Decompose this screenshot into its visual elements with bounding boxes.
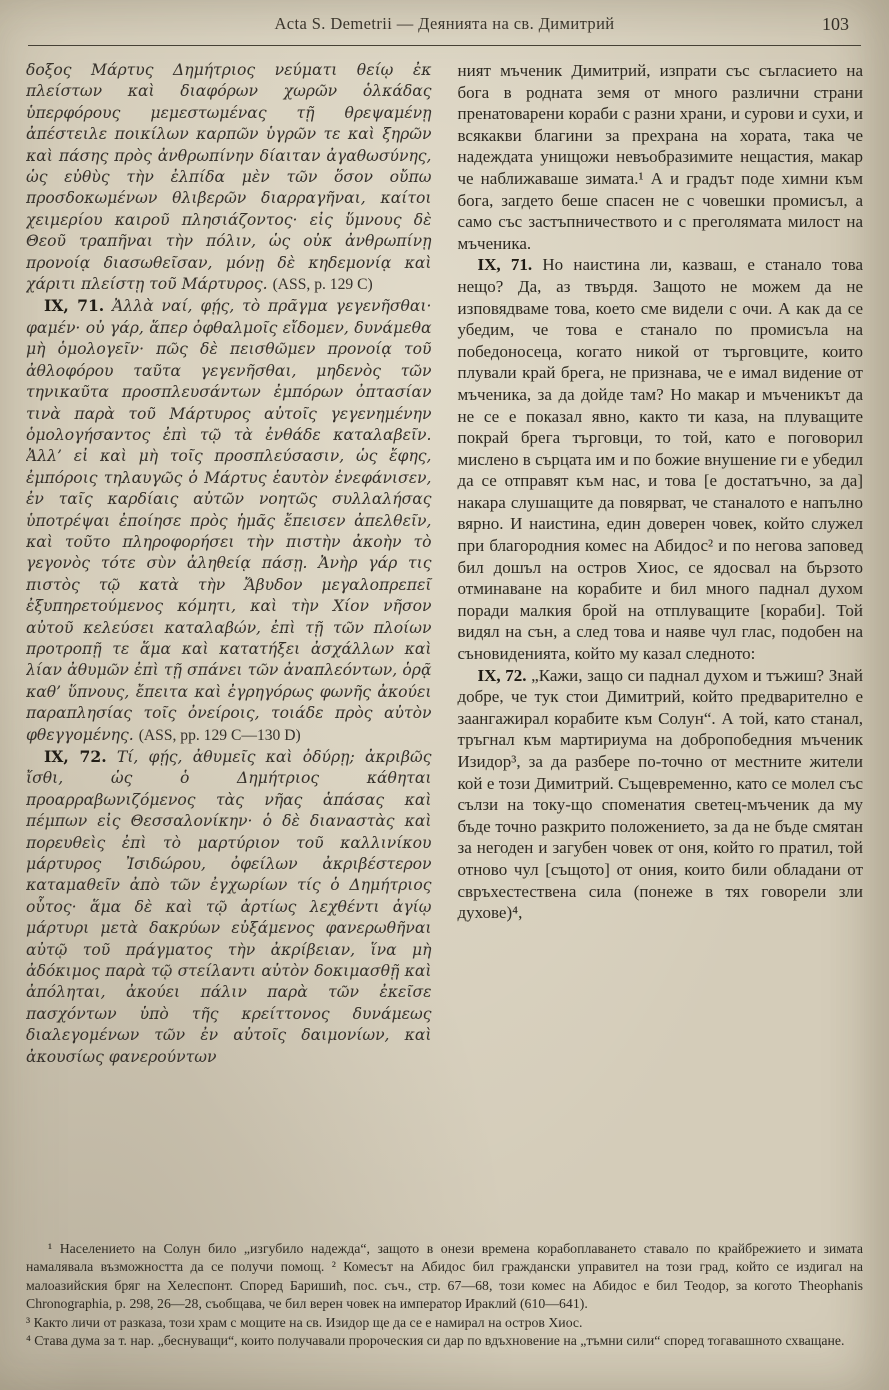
footnote-3-text: ³ Както личи от разказа, този храм с мощите на св. Изидор ще да се е намирал на остров Хиос. xyxy=(26,1314,583,1330)
section-label-bulgarian-ix71: IX, 71. xyxy=(477,255,533,275)
greek-column xyxy=(26,60,432,1226)
source-reference-1: (ASS, p. 129 C) xyxy=(272,276,373,294)
page-header xyxy=(26,14,863,40)
footnote-3 xyxy=(26,1314,863,1332)
section-label-bulgarian-ix72: IX, 72. xyxy=(477,665,527,685)
greek-paragraph-ix72 xyxy=(26,746,432,1068)
text-columns xyxy=(26,60,863,1226)
greek-text-2: Ἀλλὰ ναί, φῄς, τὸ πρᾶγμα γεγενῆσθαι· φαμέν· οὐ γάρ, ἅπερ ὀφθαλμοῖς εἴδομεν, δυνάμεθα μὴ ὁμολογεῖν· πῶς δὲ πεισθῶμεν προνοίᾳ τοῦ ἀθλοφόρου ταῦτα γεγενῆσθαι, μηδενὸς τῶν τηνικαῦτα προσπλευσάντων ἐμπόρων ὀπτασίαν τινὰ παρὰ τοῦ Μάρτυρος αὐτοῖς γεγενημένην ὁμολογήσαντος ἐπὶ τῷ τὰ ἐνθάδε καταλαβεῖν. Ἀλλ’ εἰ καὶ μὴ τοῖς προσπλεύσασιν, ὡς ἔφης, ἐμπόροις τηλαυγῶς ὁ Μάρτυς ἑαυτὸν ἐνεφάνισεν, ἐν ταῖς καρδίαις αὐτῶν νοητῶς συλλαλήσας ὑποτρέψαι ἐποίησε πρὸς ἡμᾶς ἔπεισεν ἀπελθεῖν, καὶ τοῦτο πληροφορήσει τὴν πιστὴν ἀκοὴν τὸ γεγονὸς τότε σὺν ἀληθείᾳ πάσῃ. Ἀνὴρ γάρ τις πιστὸς τῷ κατὰ τὴν Ἄβυδον μεγαλοπρεπεῖ ἐξυπηρετούμενος κόμητι, καὶ τὴν Χίον νῆσον αὐτοῦ κελεύσει καταλαβών, ἐπὶ τῇ τῶν πλοίων προτροπῇ τε ἅμα καὶ κατατήξει ἀσχάλλων καὶ λίαν ἀθυμῶν ἐπὶ τῇ σπάνει τῶν ἀναπλεόντων, ὁρᾷ καθ’ ὕπνους, ἔπειτα καὶ ἐγρηγόρως φωνῆς ἀκούει παραπλησίας τοῖς ὀνείροις, τοιάδε πρὸς αὐτὸν φθεγγομένης. xyxy=(26,297,432,744)
bulgarian-column xyxy=(458,60,864,1226)
header-rule xyxy=(28,45,861,46)
bulgarian-paragraph-continuation xyxy=(458,60,864,254)
source-reference-2: (ASS, pp. 129 C—130 D) xyxy=(138,726,301,744)
footnote-1-text: ¹ Населението на Солун било „изгубило надежда“, защото в онези времена корабоплаването ставало по крайбрежието и зимата намалявала възможността да се получи помощ. xyxy=(26,1241,863,1275)
bulgarian-text-2: Но наистина ли, казваш, е станало това нещо? Да, аз твърдя. Защото не можем да не изповядваме това, което сме видели с очи. А как да се убедим, че това е станало по промисъла на победоносеца, когато никой от търговците, които плували край брега, не признава, че е имал видение от мъченика, за да дойде там? Но макар и мъченикът да не се е показал явно, както ти каза, на плуващите покрай брега търговци, то той, като е поговорил мислено в сърцата им и по божие внушение ги е убедил да се отправят към нас, и това [е достатъчно, за да] накара слушащите да повярват, че станалото е напълно вярно. И наистина, един доверен човек, който служел при благородния комес на Абидос² и по негова заповед бил дошъл на остров Хиос, се ядосвал на бързото отминаване на корабите и бил много паднал духом поради малкия брой на отплуващите [кораби]. Той видял на сън, а след това и наяве чул глас, подобен на съновиденията, който му казал следното: xyxy=(457,255,863,664)
footnotes-block xyxy=(26,1240,863,1350)
footnote-4-text: ⁴ Става дума за т. нар. „беснуващи“, които получавали пророческия си дар по вдъхновение на „тъмни сили“ според тогавашното схващане. xyxy=(26,1333,845,1349)
page-number: 103 xyxy=(822,14,849,34)
section-label-greek-ix72: IX, 72. xyxy=(44,747,107,766)
bulgarian-text-3: „Кажи, защо си паднал духом и тъжиш? Знай добре, че тук стои Димитрий, който предварително е заангажирал корабите към Солун“. А той, като станал, тръгнал към мартириума на добропобедния мъченик Изидор³, за да разбере по-точно от местните жители кой е този Димитрий. Същевременно, като се молел със сълзи на току-що споменатия светец-мъченик да му бъде точно разкрито положението, за да не бъде смятан за негоден и загубен човек от оня, който го пратил, той отново чул [същото] от ония, които били обладани от свръхестествена сила (понеже в тях говорели зли духове)⁴, xyxy=(457,665,863,923)
footnote-1-2 xyxy=(26,1240,863,1314)
footnote-2-text: ² Комесът на Абидос бил граждански управител на този град, който се издигал на малоазийския бряг на Хелеспонт. Според Баришић, пос. съч., стр. 67—68, този комес на Абидос е бил Теодор, за когото Theophanis Chronographia, p. 298, 26—28, съобщава, че бил верен човек на император Ираклий (610—641). xyxy=(26,1259,864,1312)
greek-paragraph-ix71 xyxy=(26,295,432,746)
section-label-greek-ix71: IX, 71. xyxy=(44,296,105,316)
greek-text-1: δοξος Μάρτυς Δημήτριος νεύματι θείῳ ἐκ πλείστων καὶ διαφόρων χωρῶν ὁλκάδας ὑπερφόρους μεμεστωμένας τῇ θρεψαμένῃ ἀπέστειλε ποικίλων καρπῶν ὑγρῶν τε καὶ ξηρῶν καὶ πάσης πρὸς ἀνθρωπίνην δίαιταν ἀγαθωσύνης, ὡς εὐθὺς τὴν ἐλπίδα μὲν τῶν ὅσον οὔπω προσδοκωμένων θλιβερῶν διαρραγῆναι, καίτοι χειμερίου καιροῦ πλησιάζοντος· εἰς ὕμνους δὲ Θεοῦ τραπῆναι τὴν πόλιν, ὡς οὐκ ἀνθρωπίνῃ προνοίᾳ διασωθεῖσαν, μόνῃ δὲ κηδεμονίᾳ καὶ χάριτι πλείστῃ τοῦ Μάρτυρος. xyxy=(26,61,432,294)
bulgarian-text-1: ният мъченик Димитрий, изпрати със съгласието на бога в родната земя от много различни страни пренатоварени кораби с разни храни, и сурови и сухи, и всякакви благини за прехрана на хората, така че надеждата унищожи невъобразимите нещастия, макар че наближаваше зимата.¹ А и градът поде химни към бога, загдето беше спасен не с човешки промисъл, а само със застъпничеството и с преголямата милост на мъченика. xyxy=(457,61,863,253)
footnote-4 xyxy=(26,1332,863,1350)
bulgarian-paragraph-ix72 xyxy=(458,665,864,924)
greek-text-3: Τί, φῄς, ἀθυμεῖς καὶ ὀδύρῃ; ἀκριβῶς ἴσθι, ὡς ὁ Δημήτριος κάθηται προαρραβωνιζόμενος τὰς νῆας ἁπάσας καὶ πέμπων εἰς Θεσσαλονίκην· ὁ δὲ διαναστὰς καὶ πορευθεὶς ἐπὶ τὸ μαρτύριον τοῦ καλλινίκου μάρτυρος Ἰσιδώρου, ὀφείλων ἀκριβέστερον καταμαθεῖν ἀπὸ τῶν ἐγχωρίων τίς ὁ Δημήτριος οὗτος· ἅμα δὲ καὶ τῷ ἀρτίως λεχθέντι ἁγίῳ μάρτυρι μετὰ δακρύων εὐξάμενος φανερωθῆναι αὐτῷ τοῦ πράγματος τὴν ἀκρίβειαν, ἵνα μὴ ἀδόκιμος παρὰ τῷ στείλαντι αὐτὸν δοκιμασθῇ καὶ ἀπόληται, ἀκούει πάλιν παρὰ τῶν ἐκεῖσε πασχόντων ὑπὸ τῆς κρείττονος δυνάμεως διαλεγομένων τῶν ἐν αὐτοῖς δαιμονίων, καὶ ἀκουσίως φανερούντων xyxy=(26,748,432,1066)
bulgarian-paragraph-ix71 xyxy=(458,254,864,664)
running-title: Acta S. Demetrii — Деянията на св. Димитрий xyxy=(274,14,615,33)
greek-paragraph-continuation xyxy=(26,60,432,295)
